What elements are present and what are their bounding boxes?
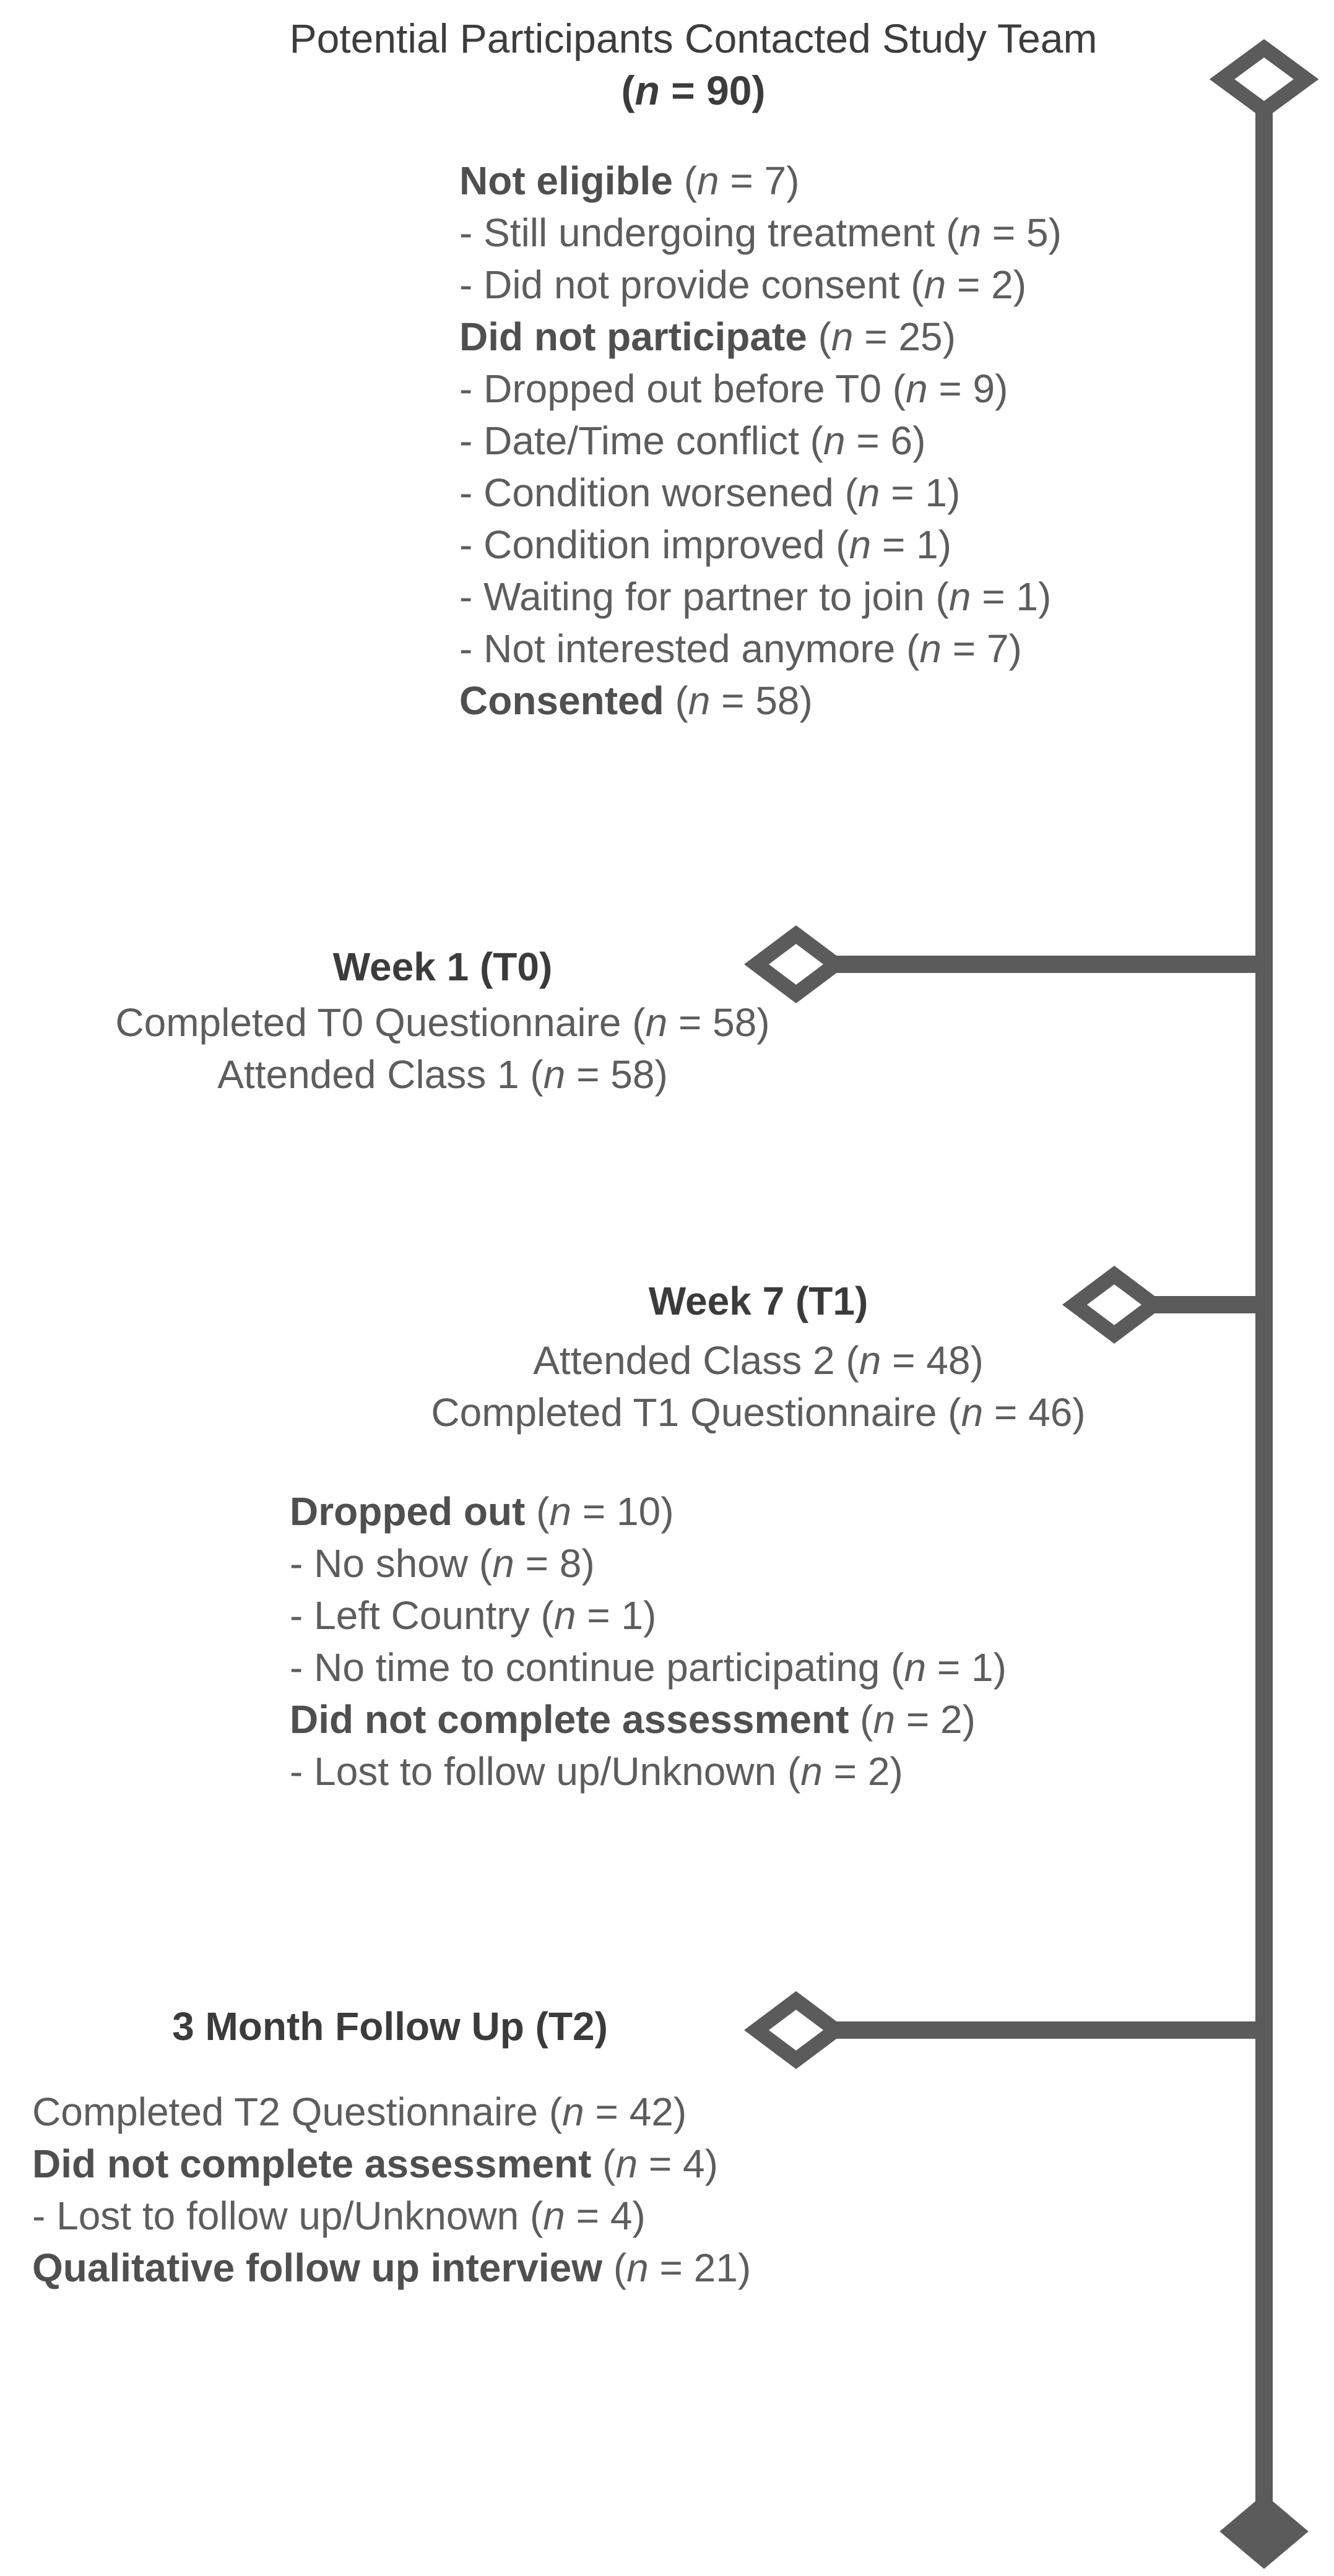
- week7-line-count: (n = 48): [834, 1338, 984, 1383]
- dropped-out-reason-count: (n = 1): [529, 1593, 657, 1638]
- not-eligible-reason-label: - Did not provide consent: [459, 262, 900, 307]
- followup-completed-count: (n = 42): [538, 2090, 687, 2134]
- did-not-participate: [459, 311, 1062, 363]
- week1-line-count: (n = 58): [621, 1000, 770, 1045]
- not-eligible-reason-count: (n = 5): [935, 210, 1062, 255]
- week7-details-block: [290, 1485, 1007, 1797]
- timeline-end-diamond: [1224, 2498, 1304, 2565]
- total-count: (n = 90): [621, 67, 766, 113]
- week1-line: [25, 1048, 860, 1100]
- dropped-out-reason-count: (n = 8): [468, 1541, 595, 1586]
- not-eligible-count: (n = 7): [672, 158, 800, 203]
- week1-line-count: (n = 58): [519, 1052, 668, 1097]
- qualitative-interview-count: (n = 21): [602, 2245, 751, 2290]
- not-eligible: [459, 155, 1062, 207]
- did-not-participate-reason-label: - Not interested anymore: [459, 626, 896, 671]
- week7-line: [310, 1334, 1207, 1386]
- consented-count: (n = 58): [664, 678, 813, 723]
- followup-heading: 3 Month Follow Up (T2): [172, 2004, 608, 2049]
- dropped-out-label: Dropped out: [290, 1489, 526, 1534]
- page-title: Potential Participants Contacted Study Team: [289, 15, 1098, 61]
- week7-line-count: (n = 46): [937, 1390, 1086, 1435]
- not-eligible-label: Not eligible: [459, 158, 673, 203]
- did-not-participate-reason-label: - Date/Time conflict: [459, 418, 799, 463]
- dropped-out-reason: [290, 1641, 1007, 1693]
- week1-line-label: Attended Class 1: [217, 1052, 519, 1097]
- week7-block: [310, 1275, 1207, 1438]
- did-not-participate-reason: [459, 467, 1062, 519]
- followup-did-not-complete-reason-count: (n = 4): [519, 2193, 646, 2238]
- did-not-participate-reason-count: (n = 6): [799, 418, 926, 463]
- not-eligible-reason-label: - Still undergoing treatment: [459, 210, 935, 255]
- week7-did-not-complete-reason-label: - Lost to follow up/Unknown: [290, 1749, 777, 1794]
- followup-did-not-complete-reason: [32, 2190, 751, 2242]
- did-not-participate-reason-label: - Waiting for partner to join: [459, 574, 925, 619]
- title-block: [210, 12, 1176, 116]
- week1-line: [25, 996, 860, 1048]
- week7-did-not-complete-reason: [290, 1745, 1007, 1797]
- followup-details-block: [32, 2086, 751, 2294]
- consented: [459, 675, 1062, 727]
- week7-line: [310, 1386, 1207, 1438]
- not-eligible-reason: [459, 207, 1062, 259]
- did-not-participate-reason: [459, 571, 1062, 623]
- week7-did-not-complete: [290, 1693, 1007, 1745]
- did-not-participate-reason: [459, 363, 1062, 415]
- followup-diamond: [756, 2000, 836, 2060]
- week7-line-label: Completed T1 Questionnaire: [431, 1390, 937, 1435]
- did-not-participate-reason-count: (n = 9): [881, 366, 1008, 411]
- week1-heading: Week 1 (T0): [332, 944, 553, 989]
- not-eligible-reason: [459, 259, 1062, 311]
- week7-did-not-complete-reason-count: (n = 2): [776, 1749, 903, 1794]
- did-not-participate-reason-label: - Condition worsened: [459, 470, 834, 515]
- did-not-participate-reason-label: - Condition improved: [459, 522, 825, 567]
- did-not-participate-reason-label: - Dropped out before T0: [459, 366, 881, 411]
- dropped-out-reason: [290, 1589, 1007, 1641]
- not-eligible-reason-count: (n = 2): [899, 262, 1027, 307]
- followup-did-not-complete-count: (n = 4): [591, 2142, 718, 2186]
- dropped-out-reason: [290, 1537, 1007, 1589]
- followup-did-not-complete-label: Did not complete assessment: [32, 2142, 592, 2186]
- week7-line-label: Attended Class 2: [533, 1338, 835, 1383]
- spacer: [310, 1327, 1207, 1334]
- followup-completed: [32, 2086, 751, 2138]
- week7-did-not-complete-count: (n = 2): [849, 1697, 976, 1742]
- dropped-out-reason-label: - No show: [290, 1541, 469, 1586]
- screening-block: [459, 155, 1062, 727]
- followup-did-not-complete: [32, 2138, 751, 2190]
- did-not-participate-reason: [459, 415, 1062, 467]
- dropped-out: [290, 1485, 1007, 1537]
- week7-heading: Week 7 (T1): [648, 1279, 868, 1323]
- qualitative-interview: [32, 2242, 751, 2294]
- did-not-participate-reason-count: (n = 1): [924, 574, 1052, 619]
- qualitative-interview-label: Qualitative follow up interview: [32, 2245, 603, 2290]
- did-not-participate-reason-count: (n = 1): [825, 522, 952, 567]
- did-not-participate-reason: [459, 519, 1062, 571]
- dropped-out-reason-label: - Left Country: [290, 1593, 530, 1638]
- did-not-participate-reason: [459, 623, 1062, 675]
- followup-did-not-complete-reason-label: - Lost to follow up/Unknown: [32, 2193, 519, 2238]
- week1-block: [25, 941, 860, 1100]
- did-not-participate-count: (n = 25): [807, 314, 956, 359]
- did-not-participate-label: Did not participate: [459, 314, 807, 359]
- week1-line-label: Completed T0 Questionnaire: [115, 1000, 622, 1045]
- consented-label: Consented: [459, 678, 664, 723]
- followup-heading-block: [56, 2000, 724, 2052]
- dropped-out-reason-count: (n = 1): [880, 1645, 1007, 1690]
- dropped-out-count: (n = 10): [525, 1489, 674, 1534]
- did-not-participate-reason-count: (n = 7): [895, 626, 1022, 671]
- followup-completed-label: Completed T2 Questionnaire: [32, 2090, 539, 2134]
- timeline-start-diamond: [1222, 48, 1306, 110]
- week7-did-not-complete-label: Did not complete assessment: [290, 1697, 849, 1742]
- did-not-participate-reason-count: (n = 1): [833, 470, 961, 515]
- dropped-out-reason-label: - No time to continue participating: [290, 1645, 880, 1690]
